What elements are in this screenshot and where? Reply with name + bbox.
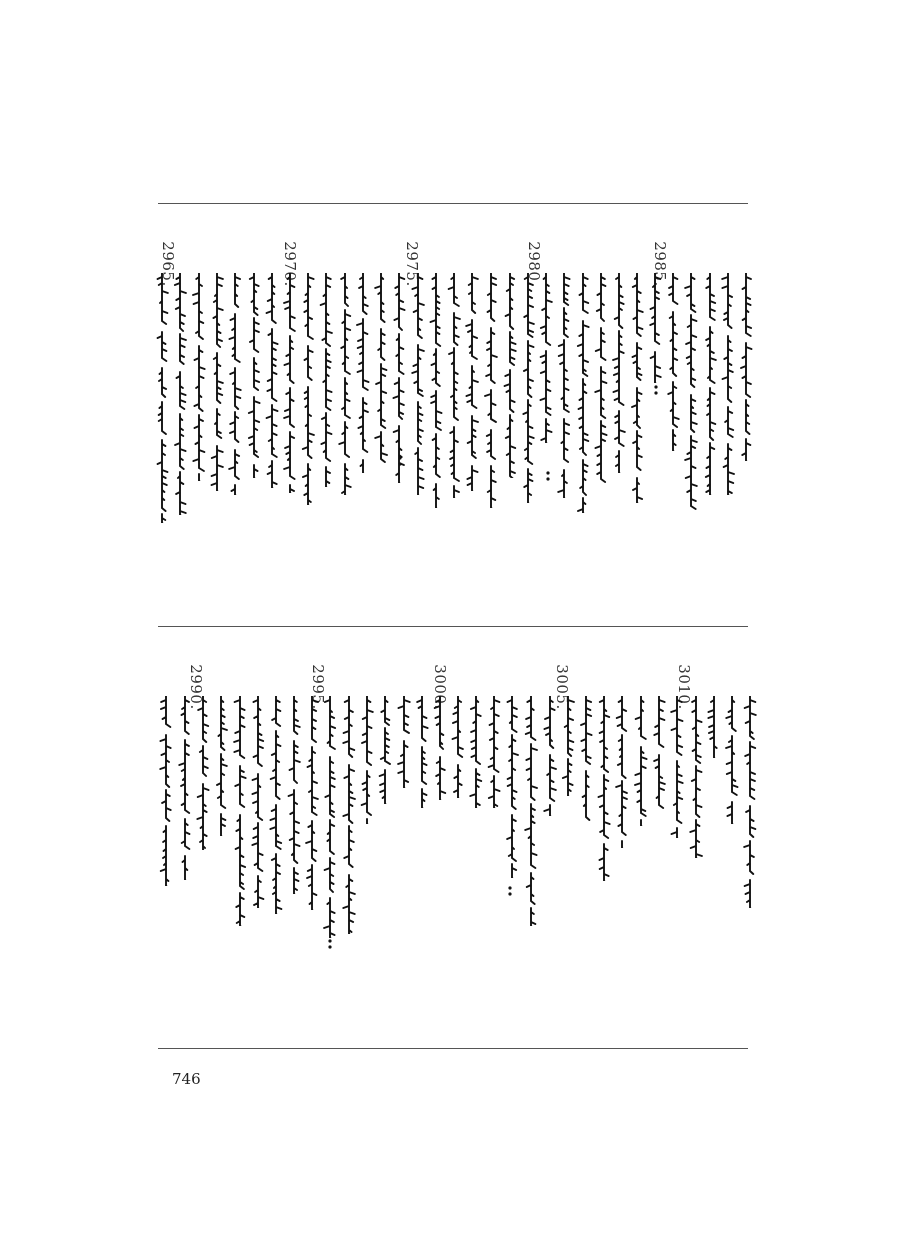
verse-line — [433, 696, 447, 800]
mongolian-script-glyphs — [319, 273, 333, 487]
verse-line — [319, 273, 333, 487]
verse-line — [743, 696, 757, 908]
mongolian-script-glyphs — [684, 273, 698, 513]
verse-line — [173, 273, 187, 515]
upper-line-number-2985: 2985. — [651, 241, 669, 287]
lower-line-number-3010: 3010. — [675, 664, 693, 710]
mongolian-script-glyphs — [301, 273, 315, 505]
verse-line — [648, 273, 662, 383]
verse-end-mark — [544, 470, 552, 485]
verse-line — [505, 696, 519, 878]
verse-line — [543, 696, 557, 816]
verse-line — [612, 273, 626, 473]
mongolian-script-glyphs — [233, 696, 247, 926]
mongolian-script-glyphs — [411, 273, 425, 495]
verse-line — [594, 273, 608, 483]
verse-line — [465, 273, 479, 491]
mongolian-script-glyphs — [612, 273, 626, 473]
mongolian-script-glyphs — [465, 273, 479, 491]
verse-line — [338, 273, 352, 495]
mongolian-script-glyphs — [265, 273, 279, 488]
mongolian-script-glyphs — [429, 273, 443, 508]
mongolian-script-glyphs — [521, 273, 535, 503]
verse-end-mark — [396, 455, 404, 470]
verse-line — [247, 273, 261, 478]
verse-line — [178, 696, 192, 880]
verse-line — [228, 273, 242, 495]
mongolian-script-glyphs — [743, 696, 757, 908]
mongolian-script-glyphs — [173, 273, 187, 515]
mongolian-script-glyphs — [392, 273, 406, 483]
verse-end-mark — [326, 938, 334, 953]
mongolian-script-glyphs — [503, 273, 517, 478]
verse-line — [287, 696, 301, 894]
verse-line — [415, 696, 429, 808]
mongolian-script-glyphs — [524, 696, 538, 926]
verse-line — [374, 273, 388, 465]
rule-top — [158, 203, 748, 204]
mongolian-script-glyphs — [305, 696, 319, 910]
mongolian-script-glyphs — [543, 696, 557, 816]
mongolian-script-glyphs — [251, 696, 265, 908]
verse-line — [192, 273, 206, 481]
upper-line-number-2980: 2980. — [525, 241, 543, 287]
verse-line — [469, 696, 483, 808]
mongolian-script-glyphs — [397, 696, 411, 788]
mongolian-script-glyphs — [342, 696, 356, 934]
verse-line — [283, 273, 297, 493]
verse-line — [615, 696, 629, 848]
mongolian-script-glyphs — [505, 696, 519, 878]
verse-line — [159, 696, 173, 886]
mongolian-script-glyphs — [374, 273, 388, 465]
verse-line — [634, 696, 648, 826]
mongolian-script-glyphs — [561, 696, 575, 796]
mongolian-script-glyphs — [557, 273, 571, 498]
verse-line — [707, 696, 721, 758]
verse-line — [323, 696, 337, 938]
verse-line — [196, 696, 210, 850]
mongolian-script-glyphs — [356, 273, 370, 473]
verse-line — [703, 273, 717, 495]
mongolian-script-glyphs — [378, 696, 392, 804]
rule-middle — [158, 626, 748, 627]
mongolian-script-glyphs — [269, 696, 283, 914]
verse-line — [670, 696, 684, 838]
verse-line — [652, 696, 666, 816]
verse-line — [378, 696, 392, 804]
mongolian-script-glyphs — [487, 696, 501, 808]
verse-line — [447, 273, 461, 498]
mongolian-script-glyphs — [283, 273, 297, 493]
verse-line — [487, 696, 501, 808]
mongolian-script-glyphs — [634, 696, 648, 826]
mongolian-script-glyphs — [648, 273, 662, 383]
mongolian-script-glyphs — [576, 273, 590, 513]
mongolian-script-glyphs — [360, 696, 374, 824]
verse-line — [429, 273, 443, 508]
verse-line — [597, 696, 611, 881]
verse-line — [503, 273, 517, 478]
verse-line — [265, 273, 279, 488]
mongolian-script-glyphs — [484, 273, 498, 508]
verse-line — [579, 696, 593, 824]
mongolian-script-glyphs — [689, 696, 703, 858]
lower-line-number-3000: 3000. — [431, 664, 449, 710]
verse-line — [521, 273, 535, 503]
verse-line — [392, 273, 406, 483]
mongolian-script-glyphs — [451, 696, 465, 798]
mongolian-script-glyphs — [214, 696, 228, 836]
mongolian-script-glyphs — [739, 273, 753, 461]
lower-line-number-2995: 2995. — [309, 664, 327, 710]
mongolian-script-glyphs — [447, 273, 461, 498]
verse-line — [233, 696, 247, 926]
mongolian-script-glyphs — [539, 273, 553, 443]
mongolian-script-glyphs — [415, 696, 429, 808]
verse-line — [305, 696, 319, 910]
rule-bottom — [158, 1048, 748, 1049]
verse-line — [630, 273, 644, 503]
mongolian-script-glyphs — [579, 696, 593, 824]
mongolian-script-glyphs — [287, 696, 301, 894]
mongolian-script-glyphs — [725, 696, 739, 824]
verse-line — [301, 273, 315, 505]
verse-line — [210, 273, 224, 491]
mongolian-script-glyphs — [707, 696, 721, 758]
upper-line-number-2965: 2965. — [159, 241, 177, 287]
mongolian-script-glyphs — [615, 696, 629, 848]
mongolian-script-glyphs — [652, 696, 666, 816]
verse-end-mark — [652, 384, 660, 399]
verse-line — [725, 696, 739, 824]
mongolian-script-glyphs — [630, 273, 644, 503]
mongolian-script-glyphs — [433, 696, 447, 800]
mongolian-script-glyphs — [228, 273, 242, 495]
verse-line — [484, 273, 498, 508]
mongolian-script-glyphs — [703, 273, 717, 495]
verse-line — [342, 696, 356, 934]
mongolian-script-glyphs — [721, 273, 735, 495]
mongolian-script-glyphs — [178, 696, 192, 880]
verse-line — [524, 696, 538, 926]
mongolian-script-glyphs — [159, 696, 173, 886]
mongolian-script-glyphs — [666, 273, 680, 451]
verse-line — [739, 273, 753, 461]
page-number: 746 — [172, 1070, 201, 1088]
verse-line — [397, 696, 411, 788]
verse-line — [684, 273, 698, 513]
mongolian-script-glyphs — [155, 273, 169, 523]
verse-line — [155, 273, 169, 523]
lower-line-number-2990: 2990. — [187, 664, 205, 710]
mongolian-script-glyphs — [594, 273, 608, 483]
verse-line — [269, 696, 283, 914]
verse-line — [360, 696, 374, 824]
mongolian-script-glyphs — [210, 273, 224, 491]
verse-line — [689, 696, 703, 858]
verse-line — [214, 696, 228, 836]
verse-end-mark — [506, 885, 514, 900]
lower-line-number-3005: 3005. — [553, 664, 571, 710]
verse-line — [356, 273, 370, 473]
verse-line — [411, 273, 425, 495]
verse-line — [666, 273, 680, 451]
verse-line — [251, 696, 265, 908]
mongolian-script-glyphs — [323, 696, 337, 938]
verse-line — [561, 696, 575, 796]
verse-line — [557, 273, 571, 498]
upper-line-number-2975: 2975. — [403, 241, 421, 287]
mongolian-script-glyphs — [192, 273, 206, 481]
upper-line-number-2970: 2970. — [281, 241, 299, 287]
verse-line — [721, 273, 735, 495]
verse-line — [576, 273, 590, 513]
mongolian-script-glyphs — [247, 273, 261, 478]
mongolian-script-glyphs — [597, 696, 611, 881]
verse-line — [451, 696, 465, 798]
mongolian-script-glyphs — [338, 273, 352, 495]
mongolian-script-glyphs — [670, 696, 684, 838]
mongolian-script-glyphs — [469, 696, 483, 808]
verse-line — [539, 273, 553, 443]
mongolian-script-glyphs — [196, 696, 210, 850]
